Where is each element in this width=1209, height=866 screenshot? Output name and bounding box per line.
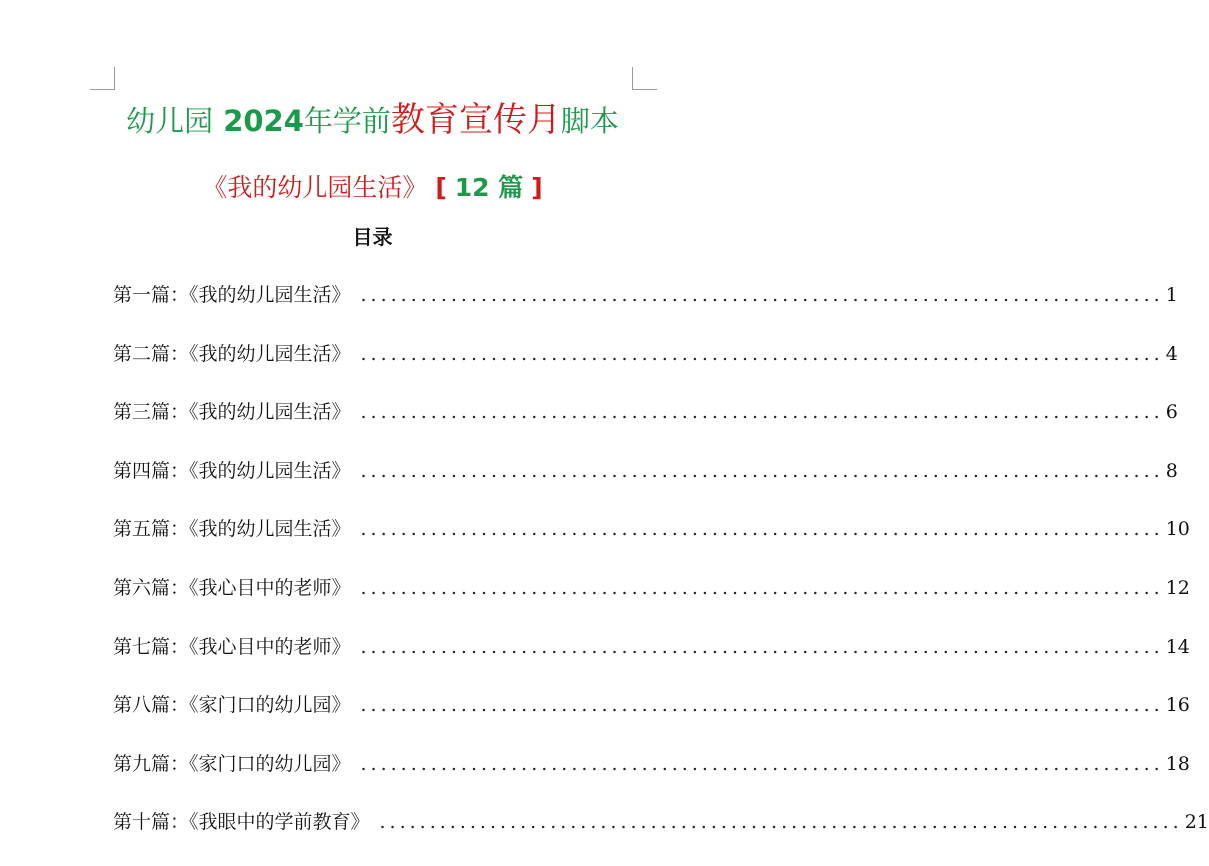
toc-entry-page-number: 4: [1165, 342, 1178, 365]
toc-entry-page-number: 12: [1165, 576, 1190, 599]
document-title: [0, 100, 745, 141]
toc-entry-title: 第十篇：《我眼中的学前教育》: [113, 811, 370, 834]
title-part-preschool: 年学前: [303, 104, 391, 138]
toc-dot-leader: ................................................................................: [360, 752, 1164, 775]
toc-entry-title: 第八篇：《家门口的幼儿园》: [113, 694, 351, 717]
toc-dot-leader: ................................................................................: [360, 518, 1164, 541]
toc-entry[interactable]: [113, 514, 1190, 573]
subtitle-book-name: 《我的幼儿园生活》: [202, 173, 428, 202]
toc-entry-page-number: 21: [1184, 811, 1209, 834]
toc-entry-title: 第六篇：《我心目中的老师》: [113, 576, 351, 599]
toc-entry-page-number: 1: [1165, 284, 1178, 306]
table-of-contents: [113, 280, 1209, 866]
toc-dot-leader: ................................................................................: [360, 635, 1164, 658]
toc-entry-page-number: 16: [1165, 694, 1190, 717]
toc-dot-leader: ................................................................................: [379, 811, 1183, 834]
toc-dot-leader: ................................................................................: [360, 342, 1164, 365]
subtitle-count: 12 篇: [454, 173, 524, 202]
toc-dot-leader: ................................................................................: [360, 459, 1164, 482]
toc-entry[interactable]: [113, 280, 1178, 339]
toc-entry[interactable]: [113, 807, 1209, 866]
toc-entry-title: 第三篇：《我的幼儿园生活》: [113, 401, 351, 424]
toc-entry-page-number: 6: [1165, 401, 1178, 424]
toc-heading: 目录: [352, 225, 393, 249]
toc-entry[interactable]: [113, 339, 1178, 398]
page-corner-mark-right: [632, 67, 657, 90]
toc-entry-title: 第七篇：《我心目中的老师》: [113, 635, 351, 658]
toc-entry-page-number: 14: [1165, 635, 1190, 658]
toc-entry[interactable]: [113, 456, 1178, 515]
toc-entry[interactable]: [113, 690, 1190, 749]
toc-entry-title: 第四篇：《我的幼儿园生活》: [113, 459, 351, 482]
toc-entry-title: 第二篇：《我的幼儿园生活》: [113, 342, 351, 365]
document-subtitle: [0, 170, 745, 206]
toc-entry[interactable]: [113, 397, 1178, 456]
title-part-education-month: 教育宣传月: [390, 100, 561, 140]
toc-entry-page-number: 10: [1165, 518, 1190, 541]
toc-entry[interactable]: [113, 632, 1190, 691]
subtitle-bracket-close: ]: [531, 173, 543, 202]
subtitle-bracket-open: [: [435, 173, 447, 202]
toc-entry-page-number: 18: [1165, 752, 1190, 775]
toc-dot-leader: ................................................................................: [360, 576, 1164, 599]
title-part-kindergarten: 幼儿园: [126, 104, 214, 138]
toc-entry-title: 第九篇：《家门口的幼儿园》: [113, 752, 351, 775]
toc-dot-leader: ................................................................................: [360, 284, 1164, 306]
page-corner-mark-left: [90, 67, 115, 90]
title-part-year: 2024: [223, 104, 304, 138]
toc-dot-leader: ................................................................................: [360, 401, 1164, 424]
toc-entry-title: 第一篇：《我的幼儿园生活》: [113, 284, 351, 306]
toc-entry[interactable]: [113, 749, 1190, 808]
title-part-script: 脚本: [560, 104, 619, 138]
toc-entry-page-number: 8: [1165, 459, 1178, 482]
toc-entry[interactable]: [113, 573, 1190, 632]
toc-dot-leader: ................................................................................: [360, 694, 1164, 717]
toc-entry-title: 第五篇：《我的幼儿园生活》: [113, 518, 351, 541]
